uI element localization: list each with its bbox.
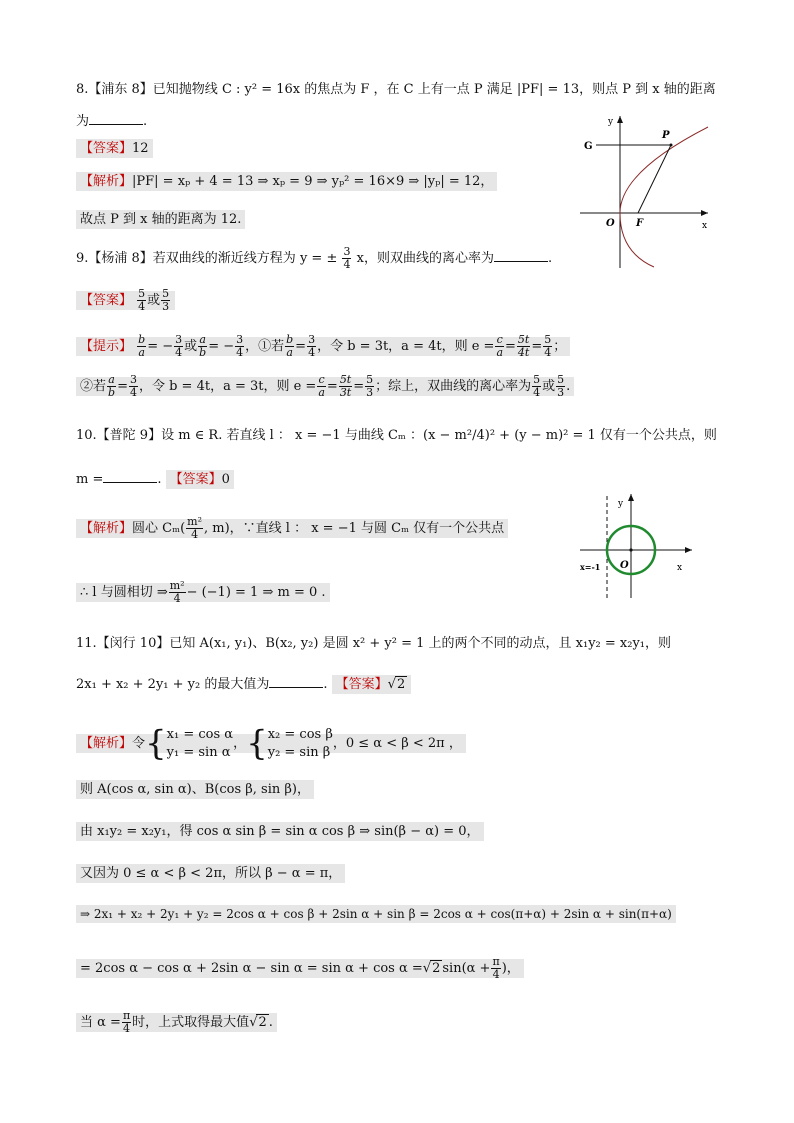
q11-step4-text: ⇒ 2x₁ + x₂ + 2y₁ + y₂ = 2cos α + cos β + 2sin α + sin β = 2cos α + cos(π+α) + 2sin α + sin(π+α): [76, 905, 676, 923]
q10-analysis-b: , m)，∵直线 l ： x = −1 与圆 Cₘ 仅有一个公共点: [203, 521, 505, 536]
frac-den: 4: [191, 528, 199, 541]
answer-tag: 【答案】: [80, 293, 133, 308]
q8-stem: 8.【浦东 8】已知抛物线 C : y² = 16x 的焦点为 F ，在 C 上有一点 P 满足 |PF| = 13，则点 P 到 x 轴的距离: [76, 82, 716, 97]
q8-stem-blank: [76, 112, 147, 132]
q8-conclusion-text: 故点 P 到 x 轴的距离为 12.: [76, 210, 245, 229]
answer-blank: [269, 675, 323, 688]
label-line: x=-1: [580, 562, 601, 572]
x-axis-arrow: [685, 547, 692, 553]
frac-den: 4: [138, 300, 146, 313]
q11-suffix: .: [323, 677, 328, 692]
q11-step1-text: 则 A(cos α, sin α)、B(cos β, sin β)，: [76, 780, 314, 799]
q11-step6: 当 α = $\frac{\pi}{4}$ 时，上式取得最大值√2 .: [76, 1010, 277, 1035]
q11-step3: [76, 864, 345, 884]
q8-parabola-figure: [576, 112, 716, 272]
analysis-tag: 【解析】: [80, 174, 133, 189]
frac-num: m²: [169, 579, 185, 592]
q11-s5-a: = 2cos α − cos α + 2sin α − sin α = sin α + cos α =: [80, 961, 423, 976]
q11-range: ，0 ≤ α < β < 2π ，: [332, 736, 462, 751]
q11-s6-c: .: [268, 1015, 273, 1030]
q10-prefix: m =: [76, 472, 104, 487]
hint-case2: ②若: [80, 379, 107, 394]
q10-suffix: .: [157, 472, 162, 487]
q11-analysis: 【解析】令{ x₁ = cos α y₁ = sin α ，{ x₂ = cos β y₂ = sin β ，0 ≤ α < β < 2π ，: [76, 724, 466, 764]
label-O: O: [620, 560, 629, 571]
sys2-eq2: y₂ = sin β: [267, 744, 331, 760]
point-P: [670, 144, 673, 147]
q11-step2-text: 由 x₁y₂ = x₂y₁，得 cos α sin β = sin α cos β ⇒ sin(β − α) = 0，: [76, 822, 484, 841]
q9-stem-c: .: [547, 251, 553, 266]
q9-stem-a: 9.【杨浦 8】若双曲线的渐近线方程为 y = ±: [76, 251, 338, 266]
label-x: x: [702, 221, 708, 231]
label-x: x: [677, 563, 683, 573]
q8-suffix: .: [143, 114, 148, 129]
answer-tag: 【答案】: [169, 472, 222, 487]
parabola-diagram: [576, 112, 716, 272]
q9-hint-line2: ②若 $\frac{a}{b}$ = $\frac{3}{4}$ ，令 b = 4t，a = 3t，则 e = $\frac{c}{a}$ = $\frac{5t}{3t}$ = $\frac{5}{3}$ ；综上，双曲线的离心率为 $\frac{5}{4}$ 或 $\frac{5}{3}$ .: [76, 374, 574, 399]
q11-answer-value: 2: [396, 677, 406, 692]
analysis-tag: 【解析】: [80, 736, 133, 751]
answer-tag: 【答案】: [80, 141, 133, 156]
or-text: 或: [147, 293, 161, 308]
q11-step3-text: 又因为 0 ≤ α < β < 2π，所以 β − α = π，: [76, 864, 345, 883]
left-brace: {: [145, 723, 167, 764]
q11-s5-b: sin(α +: [442, 961, 491, 976]
q8-answer-value: 12: [132, 141, 149, 156]
label-P: P: [662, 130, 670, 141]
q8-answer: [76, 139, 153, 159]
q10-stem-blank: [76, 470, 234, 490]
segment-PF: [638, 145, 671, 213]
q11-step2: [76, 822, 484, 842]
frac-den: 4: [492, 968, 500, 981]
frac-num: 5: [162, 287, 170, 300]
answer-tag: 【答案】: [335, 677, 388, 692]
answer-blank: [89, 112, 143, 125]
y-axis-arrow: [617, 116, 623, 123]
hint-let1: ，令 b = 3t，a = 4t，则 e =: [317, 339, 495, 354]
frac-den: 4: [123, 1022, 131, 1035]
q11-stem: 11.【闵行 10】已知 A(x₁, y₁)、B(x₂, y₂) 是圆 x² + y² = 1 上的两个不同的动点，且 x₁y₂ = x₂y₁，则: [76, 636, 672, 651]
q11-step5: = 2cos α − cos α + 2sin α − sin α = sin α + cos α =√2 sin(α + $\frac{\pi}{4}$ )，: [76, 956, 524, 981]
sqrt-arg: 2: [432, 961, 441, 976]
q9-answer: [76, 288, 175, 313]
label-G: G: [584, 141, 593, 152]
label-F: F: [636, 218, 644, 229]
sys2-eq1: x₂ = cos β: [267, 726, 333, 742]
q11-step4: [76, 904, 676, 924]
q9-frac-den: 4: [343, 258, 351, 271]
system-1: [167, 726, 233, 762]
q10-stem: 10.【普陀 9】设 m ∈ R. 若直线 l ： x = −1 与曲线 Cₘ ：(x − m²/4)² + (y − m)² = 1 仅有一个公共点，则: [76, 428, 717, 443]
q9-stem-b: x，则双曲线的离心率为: [356, 251, 494, 266]
y-axis-arrow: [628, 494, 634, 501]
sqrt-arg: 2: [258, 1015, 267, 1030]
hint-or: 或: [184, 339, 198, 354]
hint-or2: 或: [542, 379, 556, 394]
q11-s5-c: )，: [501, 961, 520, 976]
frac-num: π: [492, 955, 500, 968]
sys1-eq2: y₁ = sin α: [166, 744, 231, 760]
q10-line3-b: − (−1) = 1 ⇒ m = 0 .: [186, 585, 326, 600]
circle-diagram: [576, 490, 696, 602]
answer-blank: [494, 249, 548, 262]
q11-s6-b: 时，上式取得最大值: [132, 1015, 250, 1030]
label-y: y: [608, 117, 614, 127]
hint-summary: ；综上，双曲线的离心率为: [375, 379, 532, 394]
label-y: y: [618, 499, 624, 509]
q11-stem-blank: 2x₁ + x₂ + 2y₁ + y₂ 的最大值为 . 【答案】√2: [76, 675, 411, 695]
frac-den: 3: [162, 300, 170, 313]
hint-case1: ，①若: [245, 339, 285, 354]
frac-num: m²: [187, 515, 202, 528]
frac-num: 5: [138, 287, 146, 300]
q10-analysis-a: 圆心 Cₘ(: [132, 521, 186, 536]
sys1-eq1: x₁ = cos α: [166, 726, 234, 742]
q11-step1: [76, 780, 314, 800]
label-O: O: [606, 218, 615, 229]
left-brace: {: [246, 723, 268, 764]
q11-s6-a: 当 α =: [80, 1015, 121, 1030]
q8-conclusion: [76, 210, 245, 230]
q9-frac-num: 3: [343, 245, 351, 258]
q10-conclusion: [76, 580, 330, 605]
center-point: [629, 548, 632, 551]
q11-line2: 2x₁ + x₂ + 2y₁ + y₂ 的最大值为: [76, 677, 270, 692]
hint-semicolon: ；: [553, 339, 567, 354]
hint-let2: ，令 b = 4t，a = 3t，则 e =: [138, 379, 317, 394]
q9-ans-frac2: [161, 288, 170, 313]
q10-circle-figure: [576, 490, 696, 602]
q8-analysis-text: |PF| = xₚ + 4 = 13 ⇒ xₚ = 9 ⇒ yₚ² = 16×9 ⇒ |yₚ| = 12，: [132, 174, 494, 189]
frac-num: π: [122, 1009, 131, 1022]
parabola-curve: [620, 127, 708, 267]
q9-stem: [76, 246, 552, 271]
hint-end: .: [566, 379, 571, 394]
q10-line3-a: ∴ l 与圆相切 ⇒: [80, 585, 168, 600]
q10-analysis: [76, 516, 508, 541]
answer-blank: [103, 470, 157, 483]
q11-let: 令: [132, 736, 146, 751]
q9-ans-frac1: [137, 288, 146, 313]
system-2: [268, 726, 333, 762]
q9-fraction: [342, 246, 351, 271]
hint-tag: 【提示】: [80, 339, 133, 354]
q10-answer-value: 0: [221, 472, 230, 487]
q9-hint-line1: 【提示】 $\frac{b}{a}$ = − $\frac{3}{4}$ 或 $\frac{a}{b}$ = − $\frac{3}{4}$ ，①若 $\frac{b}{a}$ = $\frac{3}{4}$ ，令 b = 3t，a = 4t，则 e = $\frac{c}{a}$ = $\frac{5t}{4t}$ = $\frac{5}{4}$ ；: [76, 334, 570, 359]
q8-prefix: 为: [76, 114, 90, 129]
q8-analysis: [76, 172, 497, 192]
frac-den: 4: [173, 592, 181, 605]
analysis-tag: 【解析】: [80, 521, 133, 536]
x-axis-arrow: [701, 210, 708, 216]
